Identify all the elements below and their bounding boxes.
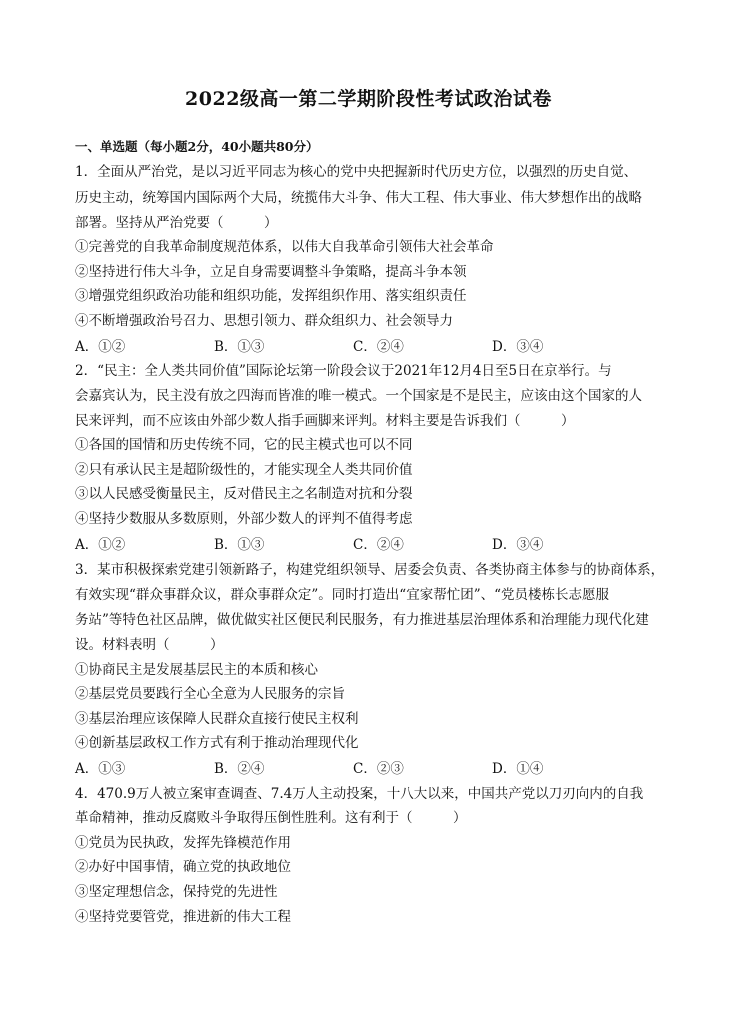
question-3-stem-line-3: 务站”等特色社区品牌，做优做实社区便民利民服务，有力推进基层治理体系和治理能力现代化建 xyxy=(75,612,649,628)
question-3-item-3: ③基层治理应该保障人民群众直接行使民主权利 xyxy=(75,711,359,727)
option-b: B．①③ xyxy=(214,339,265,355)
question-3-item-4: ④创新基层政权工作方式有利于推动治理现代化 xyxy=(75,735,359,751)
question-4-item-2: ②办好中国事情，确立党的执政地位 xyxy=(75,859,291,875)
question-2-item-2: ②只有承认民主是超阶级性的，才能实现全人类共同价值 xyxy=(75,462,413,478)
question-1-stem-line-1: 1．全面从严治党，是以习近平同志为核心的党中央把握新时代历史方位，以强烈的历史自觉、 xyxy=(75,164,638,180)
option-d: D．①④ xyxy=(492,761,544,777)
question-3-stem-line-4: 设。材料表明（ ） xyxy=(75,637,224,653)
question-4-item-4: ④坚持党要管党，推进新的伟大工程 xyxy=(75,909,291,925)
question-2-item-3: ③以人民感受衡量民主，反对借民主之名制造对抗和分裂 xyxy=(75,486,413,502)
question-3-item-2: ②基层党员要践行全心全意为人民服务的宗旨 xyxy=(75,686,345,702)
question-4-item-3: ③坚定理想信念，保持党的先进性 xyxy=(75,884,278,900)
question-2-item-4: ④坚持少数服从多数原则，外部少数人的评判不值得考虑 xyxy=(75,511,413,527)
question-4-stem-line-1: 4．470.9万人被立案审查调查、7.4万人主动投案，十八大以来，中国共产党以刀刃向内的自我 xyxy=(75,786,644,802)
question-2-options xyxy=(75,533,675,557)
option-b: B．①③ xyxy=(214,537,265,553)
question-1-item-1: ①完善党的自我革命制度规范体系，以伟大自我革命引领伟大社会革命 xyxy=(75,239,494,255)
option-a: A．①② xyxy=(75,537,126,553)
section-header: 一、单选题（每小题2分，40小题共80分） xyxy=(75,139,319,154)
question-1-item-4: ④不断增强政治号召力、思想引领力、群众组织力、社会领导力 xyxy=(75,313,453,329)
question-1-stem-line-3: 部署。坚持从严治党要（ ） xyxy=(75,215,278,231)
option-a: A．①② xyxy=(75,339,126,355)
question-1-item-2: ②坚持进行伟大斗争，立足自身需要调整斗争策略，提高斗争本领 xyxy=(75,264,467,280)
question-2-stem-line-3: 民来评判，而不应该由外部少数人指手画脚来评判。材料主要是告诉我们（ ） xyxy=(75,413,575,429)
question-2-stem-line-1: 2．“民主：全人类共同价值”国际论坛第一阶段会议于2021年12月4日至5日在京举行。与 xyxy=(75,363,612,379)
question-1-stem-line-2: 历史主动，统筹国内国际两个大局，统揽伟大斗争、伟大工程、伟大事业、伟大梦想作出的战略 xyxy=(75,190,642,206)
question-1-options xyxy=(75,335,675,359)
option-b: B．②④ xyxy=(214,761,265,777)
option-c: C．②④ xyxy=(353,537,404,553)
option-d: D．③④ xyxy=(492,537,544,553)
question-3-stem-line-1: 3．某市积极探索党建引领新路子，构建党组织领导、居委会负责、各类协商主体参与的协商体系， xyxy=(75,562,665,578)
option-c: C．②③ xyxy=(353,761,404,777)
question-1-item-3: ③增强党组织政治功能和组织功能，发挥组织作用、落实组织责任 xyxy=(75,288,467,304)
option-a: A．①③ xyxy=(75,761,126,777)
question-3-options xyxy=(75,757,675,781)
option-c: C．②④ xyxy=(353,339,404,355)
question-4-item-1: ①党员为民执政，发挥先锋模范作用 xyxy=(75,835,291,851)
page-title: 2022级高一第二学期阶段性考试政治试卷 xyxy=(185,88,552,110)
option-d: D．③④ xyxy=(492,339,544,355)
question-3-item-1: ①协商民主是发展基层民主的本质和核心 xyxy=(75,662,318,678)
question-3-stem-line-2: 有效实现“群众事群众议，群众事群众定”。同时打造出“宜家帮忙团”、“党员楼栋长志愿服 xyxy=(75,587,610,603)
question-2-item-1: ①各国的国情和历史传统不同，它的民主模式也可以不同 xyxy=(75,437,413,453)
question-2-stem-line-2: 会嘉宾认为，民主没有放之四海而皆准的唯一模式。一个国家是不是民主，应该由这个国家的人 xyxy=(75,388,642,404)
question-4-stem-line-2: 革命精神，推动反腐败斗争取得压倒性胜利。这有利于（ ） xyxy=(75,810,467,826)
